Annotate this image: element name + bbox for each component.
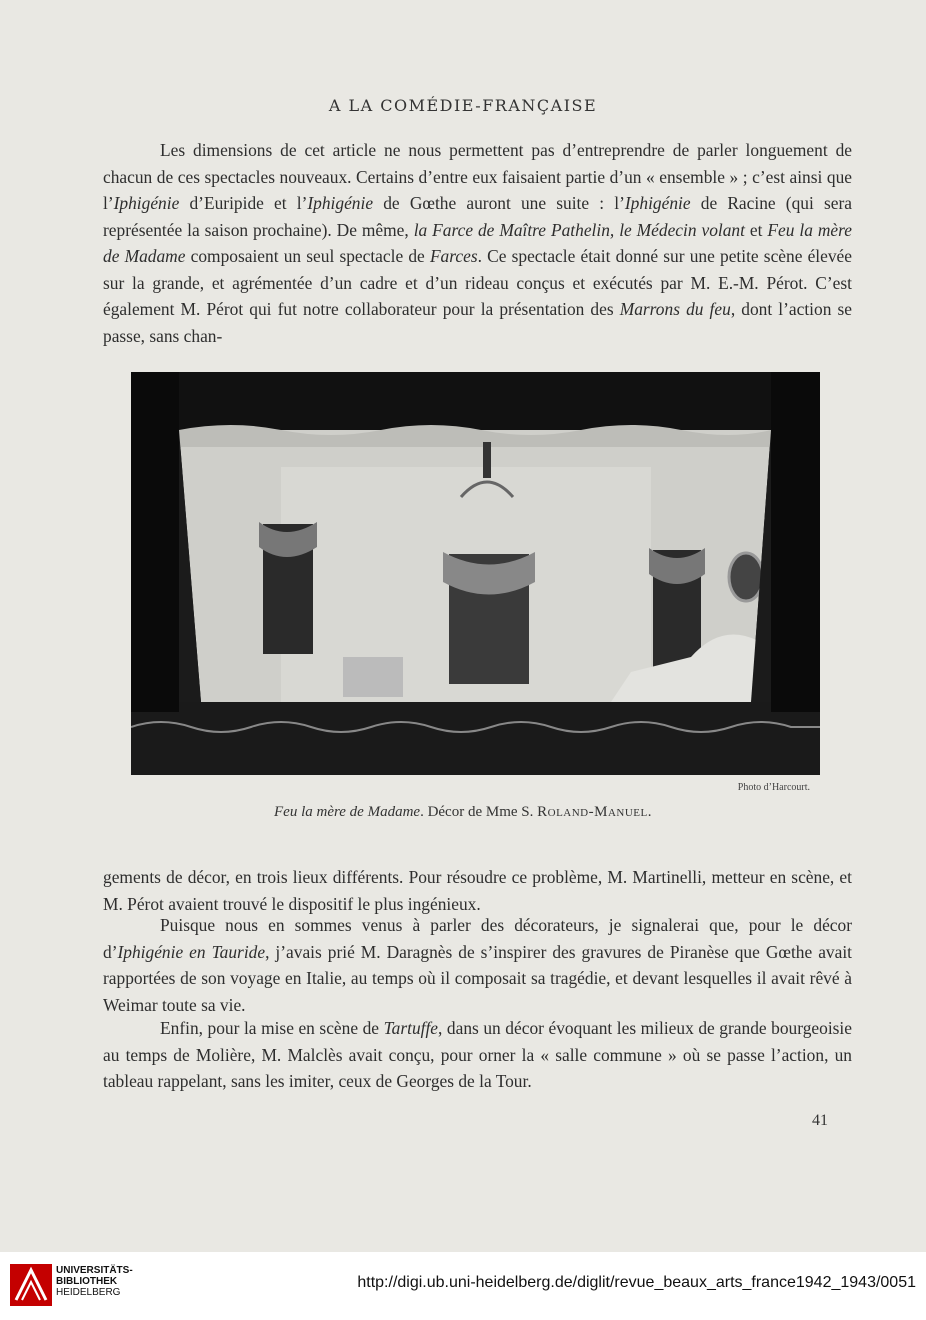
text-run: Puisque nous en sommes venus à parler des décorateurs, je signalerai que, pour le décor d’ [103, 915, 852, 962]
text-run: composaient un seul spectacle de [185, 246, 430, 266]
stage-photograph [131, 372, 820, 775]
italic-title: Iphigénie [113, 193, 180, 213]
paragraph-3 [103, 912, 852, 1018]
text-run: de Racine (qui sera représentée la saison prochaine). De même, [103, 193, 852, 240]
italic-title: la Farce de Maître Pathelin, le Médecin volant [413, 219, 745, 240]
italic-title: Iphigénie en Tauride [117, 941, 266, 962]
institution-line: UNIVERSITÄTS- [56, 1265, 133, 1276]
page-number: 41 [812, 1112, 828, 1129]
caption-designer: Roland-Manuel. [537, 804, 652, 820]
text-run: Les dimensions de cet article ne nous permettent pas d’entreprendre de parler longuement de chacun de ces spectacles nouveaux. Certains d’entre eux faisaient partie d’un « ensemble » ; c’est ainsi que l’ [103, 140, 852, 213]
figure-caption [0, 804, 926, 821]
institution-name [56, 1265, 133, 1298]
paragraph-4 [103, 1015, 852, 1095]
running-header: A LA COMÉDIE-FRANÇAISE [328, 96, 598, 115]
italic-title: Farces [429, 246, 478, 266]
text-run: Enfin, pour la mise en scène de [160, 1018, 384, 1038]
caption-title: Feu la mère de Madame [274, 804, 421, 820]
source-url-link[interactable]: http://digi.ub.uni-heidelberg.de/diglit/revue_beaux_arts_france1942_1943/0051 [357, 1274, 916, 1291]
stage-set-illustration [131, 372, 820, 775]
library-footer [0, 1252, 926, 1320]
paragraph-2: gements de décor, en trois lieux différents. Pour résoudre ce problème, M. Martinelli, metteur en scène, et M. Pérot avaient trouvé le dispositif le plus ingénieux. [103, 867, 852, 914]
italic-title: Iphigénie [624, 193, 691, 213]
institution-line: HEIDELBERG [56, 1287, 121, 1298]
italic-title: Tartuffe [383, 1018, 439, 1038]
library-logo-icon [8, 1262, 54, 1308]
text-run: , dans un décor évoquant les milieux de grande bourgeoisie au temps de Molière, M. Malclès avait conçu, pour orner la « salle commune » où se passe l’action, un tableau rappelant, sans les imiter, ceux de Georges de la Tour. [103, 1018, 852, 1091]
italic-title: Iphigénie [307, 193, 374, 213]
paragraph-1 [103, 137, 852, 349]
text-run: et [744, 219, 768, 240]
text-run: , j’avais prié M. Daragnès de s’inspirer des gravures de Piranèse que Gœthe avait rapportées de son voyage en Italie, au temps où il composait sa tragédie, et devant lesquelles il avait rêvé à Weimar toute sa vie. [103, 941, 852, 1015]
italic-title: Marrons du feu [619, 299, 731, 319]
text-run: . Ce spectacle était donné sur une petite scène élevée sur la grande, et agrémentée d’un cadre et d’un rideau conçus et exécutés par M. E.-M. Pérot. C’est également M. Pérot qui fut notre collaborateur pour la présentation des [103, 246, 852, 319]
italic-title: Feu la mère de Madame [103, 219, 852, 266]
photo-credit: Photo d’Harcourt. [737, 782, 810, 793]
caption-text: . Décor de Mme S. [420, 804, 538, 820]
institution-line: BIBLIOTHEK [56, 1276, 118, 1287]
text-run: de Gœthe auront une suite : l’ [373, 193, 625, 213]
text-run: , dont l’action se passe, sans chan- [103, 299, 852, 346]
text-run: d’Euripide et l’ [179, 193, 308, 213]
